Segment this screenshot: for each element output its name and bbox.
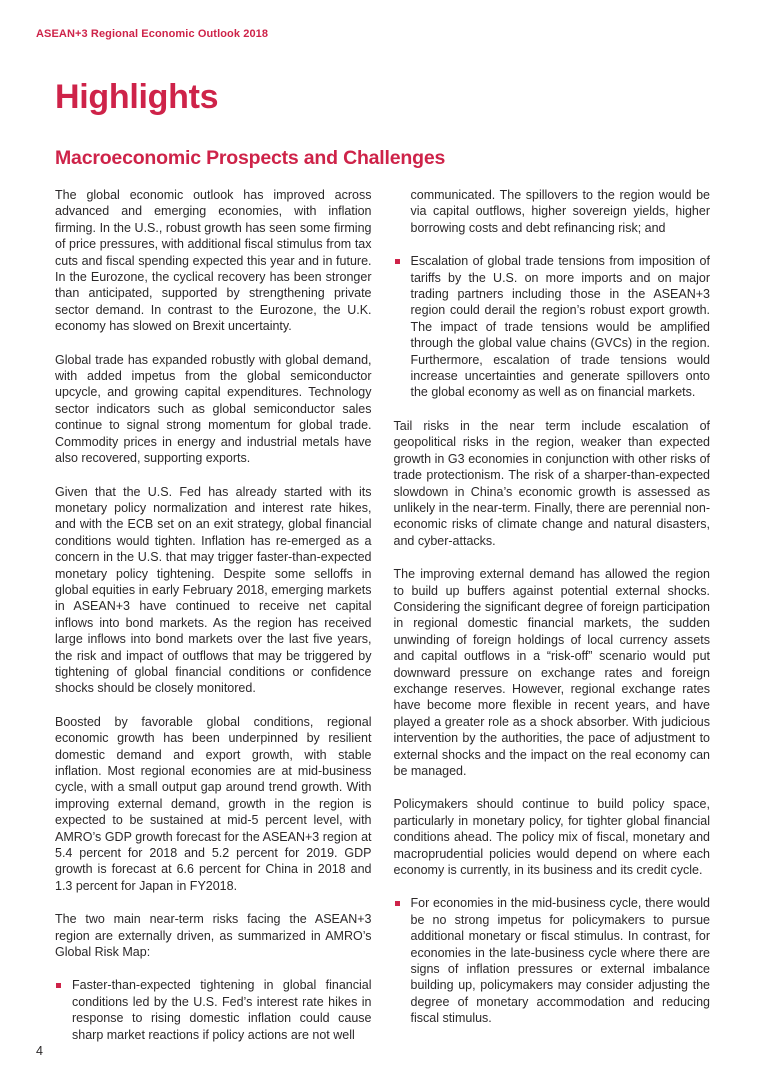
bullet-item-financial-tightening xyxy=(55,977,372,1043)
page-number: 4 xyxy=(36,1044,43,1058)
paragraph-policy-space: Policymakers should continue to build policy space, particularly in monetary policy, for tighter global financial conditions ahead. The policy mix of fiscal, monetary and macroprudential policies would depend on where each economy is currently, in its business and its credit cycle. xyxy=(393,797,710,878)
paragraph-fed-policy: Given that the U.S. Fed has already started with its monetary policy normalization and interest rate hikes, and with the ECB set on an exit strategy, global financial conditions would tighten. Inflation has re-emerged as a concern in the U.S. that may trigger faster-than-expected monetary policy tightening. Despite some selloffs in global equities in early February 2018, emerging markets in ASEAN+3 have continued to receive net capital inflows into bond markets. As the region has received large inflows into bond markets over the last five years, the risk and impact of outflows that may be triggered by tightening of global financial conditions or confidence shocks should be closely monitored. xyxy=(55,484,372,696)
paragraph-global-trade: Global trade has expanded robustly with global demand, with added impetus from the global semiconductor upcycle, and growing capital expenditures. Technology sector indicators such as global semiconductor sales continue to signal strong momentum for global trade. Commodity prices in energy and industrial metals have also recovered, supporting exports. xyxy=(55,352,372,466)
paragraph-tail-risks: Tail risks in the near term include escalation of geopolitical risks in the region, weaker than expected growth in G3 economies in conjunction with other risks of trade protectionism. The risk of a sharper-than-expected slowdown in China’s economic growth is assessed as unlikely in the near-term. Finally, there are perennial non-economic risks of climate change and natural disasters, and cyber-attacks. xyxy=(393,418,710,548)
paragraph-external-buffers: The improving external demand has allowed the region to build up buffers against potential external shocks. Considering the significant degree of foreign participation in regional domestic financial markets, the sudden unwinding of foreign holdings of local currency assets and capital outflows in a “risk-off” scenario would put downward pressure on exchange rates and foreign exchange reserves. However, regional exchange rates have become more flexible in recent years, and have played a greater role as a shock absorber. With judicious intervention by the authorities, the pace of adjustment to external shocks and the impact on the real economy can be managed. xyxy=(393,567,710,778)
page-content xyxy=(55,78,710,1060)
bullet-item-mid-business-cycle xyxy=(394,895,711,1026)
running-header: ASEAN+3 Regional Economic Outlook 2018 xyxy=(36,28,269,40)
paragraph-risk-map-intro: The two main near-term risks facing the ASEAN+3 region are externally driven, as summarized in AMRO’s Global Risk Map: xyxy=(55,912,372,960)
bullet-text: Faster-than-expected tightening in global financial conditions led by the U.S. Fed’s interest rate hikes in response to rising domestic inflation could cause sharp market reactions if policy actions are not well xyxy=(72,978,372,1042)
two-column-layout xyxy=(55,187,710,1060)
bullet-marker-icon xyxy=(395,901,400,906)
paragraph-regional-growth: Boosted by favorable global conditions, regional economic growth has been underpinned by resilient domestic demand and export growth, with stable inflation. Most regional economies are at mid-business cycle, with a small output gap around trend growth. With improving external demand, growth in the region is expected to be sustained at mid-5 percent level, with AMRO’s GDP growth forecast for the ASEAN+3 region at 5.4 percent for 2018 and 5.2 percent for 2019. GDP growth is forecast at 6.6 percent for China in 2018 and 1.3 percent for Japan in FY2018. xyxy=(55,714,372,893)
bullet-item-trade-tensions xyxy=(394,253,711,401)
page-title: Highlights xyxy=(55,78,219,116)
left-column xyxy=(55,187,372,1060)
paragraph-global-outlook: The global economic outlook has improved across advanced and emerging economies, with inflation firming. In the U.S., robust growth has seen some firming of price pressures, with additional fiscal stimulus from tax cuts and fiscal spending expected this year and in future. In the Eurozone, the cyclical recovery has been stronger than anticipated, supported by strengthening private sector demand. In contrast to the Eurozone, the U.K. economy has slowed on Brexit uncertainty. xyxy=(55,188,372,334)
bullet-continuation-text xyxy=(394,187,711,236)
bullet-text: Escalation of global trade tensions from imposition of tariffs by the U.S. on more imports and on major trading partners including those in the ASEAN+3 region could derail the region’s robust export growth. The impact of trade tensions would be amplified through the global value chains (GVCs) in the region. Furthermore, escalation of trade tensions would increase uncertainties and generate spillovers onto the global economy as well as on financial markets. xyxy=(410,254,710,400)
bullet-marker-icon xyxy=(395,259,400,264)
bullet-text: communicated. The spillovers to the region would be via capital outflows, higher sovereign yields, higher borrowing costs and debt refinancing risk; and xyxy=(410,188,710,235)
section-subtitle: Macroeconomic Prospects and Challenges xyxy=(55,147,446,169)
right-column xyxy=(394,187,711,1044)
bullet-marker-icon xyxy=(56,983,61,988)
bullet-text: For economies in the mid-business cycle, there would be no strong impetus for policymakers to pursue additional monetary or fiscal stimulus. In contrast, for economies in the late-business cycle where there are signs of inflation pressures or external imbalance building up, policymakers may consider adjusting the degree of monetary accommodation and reducing fiscal stimulus. xyxy=(410,896,710,1026)
